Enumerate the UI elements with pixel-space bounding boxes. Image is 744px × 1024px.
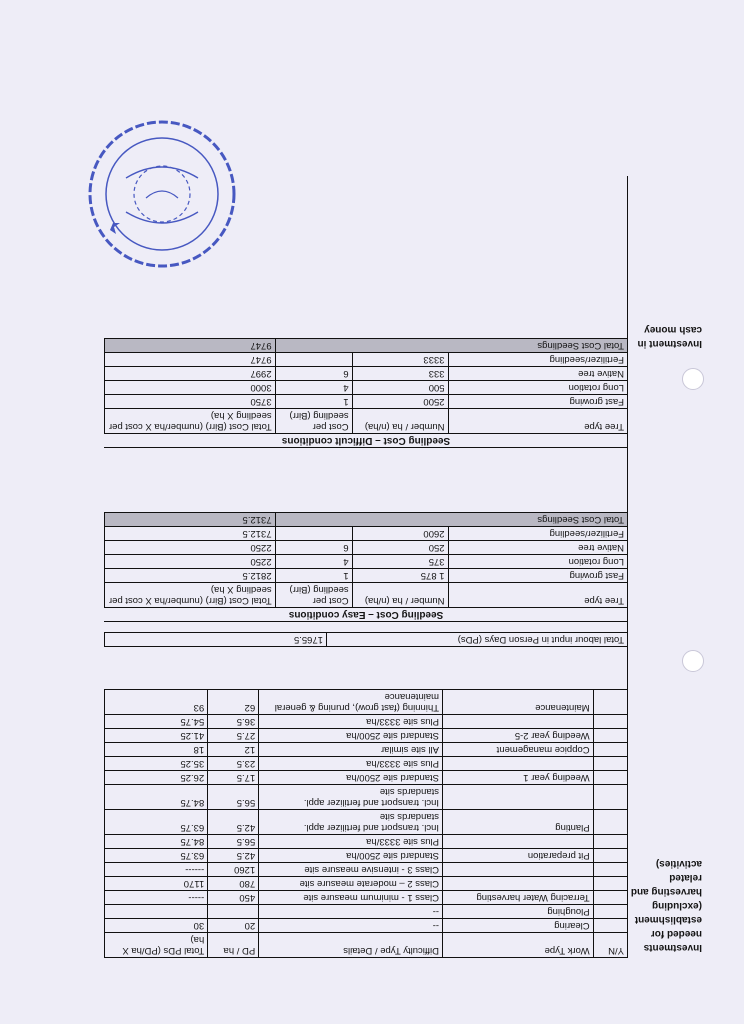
header-cell: Work Type <box>443 933 594 958</box>
table-cell: 56.5 <box>208 785 259 810</box>
table-cell <box>105 905 208 919</box>
table-cell: Coppice management <box>443 743 594 757</box>
table-cell: Ploughing <box>443 905 594 919</box>
table-cell: 84.75 <box>105 835 208 849</box>
section-title-row <box>105 434 628 448</box>
header-cell: Y/N <box>593 933 627 958</box>
table-cell: 2997 <box>105 367 276 381</box>
table-cell: 6 <box>275 541 352 555</box>
table-row <box>105 771 628 785</box>
table-row <box>105 849 628 863</box>
table-cell <box>443 715 594 729</box>
table-cell <box>593 863 627 877</box>
table-cell: Total Cost (Birr) (number/ha X cost per seedling X ha) <box>105 409 276 434</box>
table-cell <box>593 810 627 835</box>
table-row <box>105 810 628 835</box>
table-cell: 333 <box>352 367 448 381</box>
table-cell: 7312.5 <box>105 527 276 541</box>
table-cell: Maintenance <box>443 690 594 715</box>
table-cell: 17.5 <box>208 771 259 785</box>
table-cell: 250 <box>352 541 448 555</box>
table-cell <box>443 757 594 771</box>
easy-title: Seedling Cost – Easy conditions <box>105 608 628 622</box>
table-row <box>105 381 628 395</box>
table-cell: Clearing <box>443 919 594 933</box>
table-cell: ------ <box>105 863 208 877</box>
left-label-column <box>627 176 708 958</box>
table-header-row <box>105 409 628 434</box>
table-cell: Weeding year 2-5 <box>443 729 594 743</box>
table-row <box>105 569 628 583</box>
table-cell: 36.5 <box>208 715 259 729</box>
table-cell: 2250 <box>105 541 276 555</box>
table-cell <box>443 863 594 877</box>
table-cell: 1170 <box>105 877 208 891</box>
table-cell: Long rotation <box>448 555 627 569</box>
table-row <box>105 715 628 729</box>
table-row <box>105 757 628 771</box>
table-cell: 42.5 <box>208 849 259 863</box>
table-cell: Native tree <box>448 541 627 555</box>
total-label: Total Cost Seedlings <box>275 339 627 353</box>
table-cell: 3333 <box>352 353 448 367</box>
table-row <box>105 527 628 541</box>
table-cell: -- <box>259 919 443 933</box>
table-cell: 450 <box>208 891 259 905</box>
table-row <box>105 919 628 933</box>
table-cell: 35.25 <box>105 757 208 771</box>
section-label-establishment: Investments needed for establishment (excluding harvesting and related activities) <box>630 858 702 953</box>
table-cell: 375 <box>352 555 448 569</box>
table-cell: Planting <box>443 810 594 835</box>
table-cell: Number / ha (n/ha) <box>352 409 448 434</box>
table-cell: Class 3 - intensive measure site <box>259 863 443 877</box>
table-row <box>105 905 628 919</box>
table-cell: 500 <box>352 381 448 395</box>
table-cell: 63.75 <box>105 810 208 835</box>
table-cell: 23.5 <box>208 757 259 771</box>
total-value: 9747 <box>105 339 276 353</box>
table-cell: Terracing Water harvesting <box>443 891 594 905</box>
section-label-cash: Investment in cash money <box>637 324 702 349</box>
table-cell: 63.75 <box>105 849 208 863</box>
table-cell: 1 875 <box>352 569 448 583</box>
table-cell: Class 1 - minimum measure site <box>259 891 443 905</box>
table-cell: 4 <box>275 555 352 569</box>
table-cell: Class 2 – moderate measure site <box>259 877 443 891</box>
table-cell: 3000 <box>105 381 276 395</box>
table-row <box>105 555 628 569</box>
table-cell: 12 <box>208 743 259 757</box>
table-cell <box>593 785 627 810</box>
table-cell: Fast growing <box>448 395 627 409</box>
table-cell: Cost per seedling (Birr) <box>275 409 352 434</box>
table-cell: All site similar <box>259 743 443 757</box>
table-cell: 9747 <box>105 353 276 367</box>
labour-total-value: 1765.5 <box>105 633 327 647</box>
table-cell: Fertilizer/seedling <box>448 527 627 541</box>
easy-seedling-table <box>104 512 628 622</box>
table-cell: Weeding year 1 <box>443 771 594 785</box>
table-cell: 42.5 <box>208 810 259 835</box>
table-cell: 93 <box>105 690 208 715</box>
table-row <box>105 395 628 409</box>
table-row <box>105 541 628 555</box>
table-cell: Thinning (fast grow), pruning & general maintenance <box>259 690 443 715</box>
table-cell: Standard site 2500/ha <box>259 849 443 863</box>
table-header-row <box>105 933 628 958</box>
table-cell: Plus site 3333/ha <box>259 757 443 771</box>
table-cell: -- <box>259 905 443 919</box>
table-cell: 20 <box>208 919 259 933</box>
table-cell: Native tree <box>448 367 627 381</box>
table-cell: 41.25 <box>105 729 208 743</box>
table-cell <box>593 771 627 785</box>
table-cell <box>443 877 594 891</box>
table-cell: Standard site 2500/ha <box>259 771 443 785</box>
total-row <box>105 339 628 353</box>
table-row <box>105 353 628 367</box>
table-cell <box>593 849 627 863</box>
table-row <box>105 785 628 810</box>
table-cell <box>593 690 627 715</box>
table-cell <box>593 757 627 771</box>
table-cell <box>275 353 352 367</box>
table-cell: 3750 <box>105 395 276 409</box>
table-cell: Number / ha (n/ha) <box>352 583 448 608</box>
header-cell: Difficulty Type / Details <box>259 933 443 958</box>
table-cell: 84.75 <box>105 785 208 810</box>
table-cell: 1 <box>275 569 352 583</box>
table-cell <box>593 715 627 729</box>
table-cell <box>443 835 594 849</box>
table-cell <box>593 905 627 919</box>
table-cell: Incl. transport and fertilizer appl. standards site <box>259 785 443 810</box>
table-cell <box>593 891 627 905</box>
table-cell: 2600 <box>352 527 448 541</box>
table-cell: Incl. transport and fertilizer appl. standards site <box>259 810 443 835</box>
table-cell: Pit preparation <box>443 849 594 863</box>
table-cell <box>593 729 627 743</box>
table-cell: 1260 <box>208 863 259 877</box>
table-cell <box>275 527 352 541</box>
table-cell: 27.5 <box>208 729 259 743</box>
table-cell: 1 <box>275 395 352 409</box>
table-cell <box>593 743 627 757</box>
table-cell: Fast growing <box>448 569 627 583</box>
table-cell: Standard site 2500/ha <box>259 729 443 743</box>
table-row <box>105 743 628 757</box>
table-cell <box>593 877 627 891</box>
rotated-document <box>104 176 708 958</box>
table-cell: 26.25 <box>105 771 208 785</box>
table-cell: 2250 <box>105 555 276 569</box>
table-cell: 6 <box>275 367 352 381</box>
difficult-title: Seedling Cost – Difficult conditions <box>105 434 628 448</box>
table-cell: Cost per seedling (Birr) <box>275 583 352 608</box>
table-cell <box>593 835 627 849</box>
table-cell: 54.75 <box>105 715 208 729</box>
header-cell: Total PDs (PD/ha X ha) <box>105 933 208 958</box>
table-cell: Total Cost (Birr) (number/ha X cost per seedling X ha) <box>105 583 276 608</box>
total-value: 7312.5 <box>105 513 276 527</box>
table-cell: Tree type <box>448 409 627 434</box>
labour-total-label: Total labour input in Person Days (PDs) <box>327 633 628 647</box>
table-cell: Fertilizer/seedling <box>448 353 627 367</box>
table-row <box>105 690 628 715</box>
total-label: Total Cost Seedlings <box>275 513 627 527</box>
table-header-row <box>105 583 628 608</box>
work-table <box>104 689 628 958</box>
table-cell: Tree type <box>448 583 627 608</box>
table-cell: 4 <box>275 381 352 395</box>
table-cell: 780 <box>208 877 259 891</box>
table-row <box>105 863 628 877</box>
table-cell: 18 <box>105 743 208 757</box>
table-cell: 2812.5 <box>105 569 276 583</box>
table-cell: Plus site 3333/ha <box>259 715 443 729</box>
total-row <box>105 513 628 527</box>
table-cell: Long rotation <box>448 381 627 395</box>
table-cell: 30 <box>105 919 208 933</box>
difficult-seedling-table <box>104 338 628 448</box>
table-cell: 2500 <box>352 395 448 409</box>
table-cell <box>593 919 627 933</box>
table-cell <box>208 905 259 919</box>
header-cell: PD / ha <box>208 933 259 958</box>
table-row <box>105 367 628 381</box>
table-cell: 56.5 <box>208 835 259 849</box>
section-title-row <box>105 608 628 622</box>
table-cell: Plus site 3333/ha <box>259 835 443 849</box>
table-row <box>105 877 628 891</box>
labour-total-table <box>104 632 628 647</box>
table-row <box>105 835 628 849</box>
table-cell: ----- <box>105 891 208 905</box>
table-cell <box>443 785 594 810</box>
table-row <box>105 729 628 743</box>
table-row <box>105 891 628 905</box>
table-cell: 62 <box>208 690 259 715</box>
table-row <box>105 633 628 647</box>
